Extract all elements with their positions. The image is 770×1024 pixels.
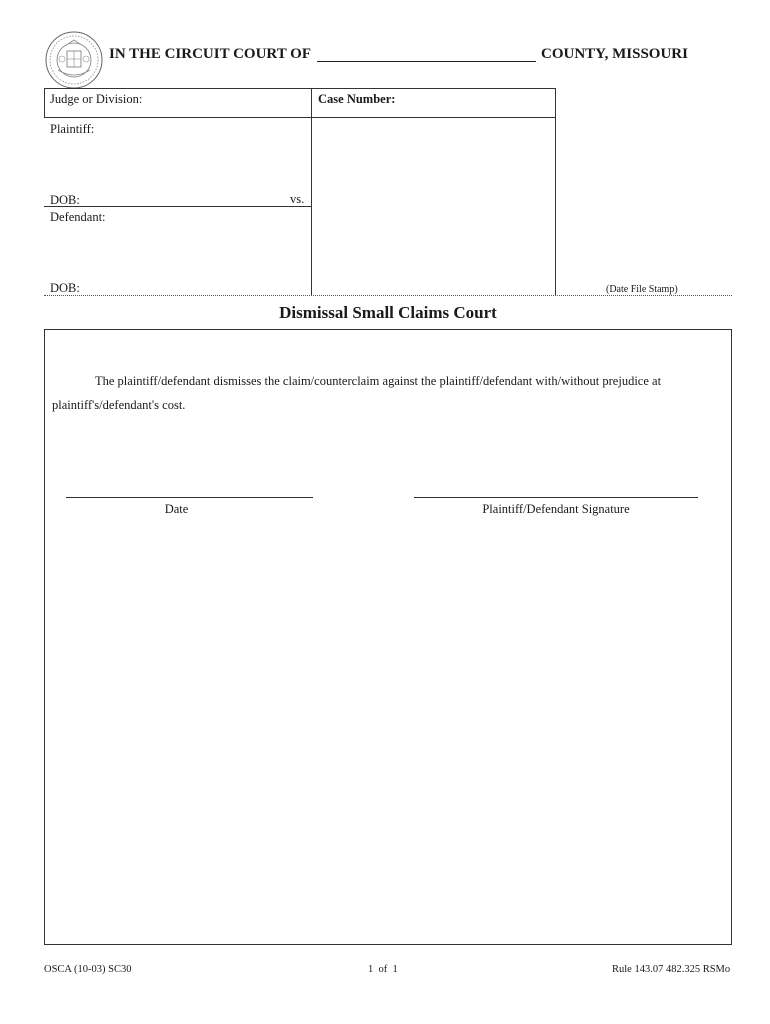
page-total: 1: [392, 964, 398, 975]
case-number-label: Case Number:: [318, 92, 396, 106]
defendant-label: Defendant:: [50, 210, 106, 224]
caption-row-divider: [44, 117, 555, 118]
state-seal-icon: [44, 30, 104, 90]
caption-right-border: [555, 88, 556, 296]
date-caption: Date: [164, 502, 189, 516]
caption-bottom-line: [44, 295, 732, 296]
court-header-suffix: COUNTY, MISSOURI: [541, 46, 688, 62]
signature-line[interactable]: [414, 497, 698, 498]
plaintiff-defendant-divider: [44, 206, 311, 207]
dismissal-form-box: [44, 329, 732, 945]
page-of: of: [378, 964, 388, 975]
versus-label: vs.: [290, 192, 305, 206]
plaintiff-dob-label: DOB:: [50, 193, 80, 207]
date-file-stamp-label: (Date File Stamp): [606, 284, 678, 295]
caption-left-border: [44, 88, 45, 117]
form-id: OSCA (10-03) SC30: [44, 964, 132, 975]
county-name-blank[interactable]: [317, 61, 536, 62]
caption-top-border: [44, 88, 555, 89]
rule-reference: Rule 143.07 482.325 RSMo: [612, 964, 731, 975]
defendant-dob-label: DOB:: [50, 281, 80, 295]
page-number: 1: [368, 964, 374, 975]
judge-division-label: Judge or Division:: [50, 92, 143, 106]
caption-center-divider: [311, 88, 312, 296]
page-indicator: [368, 964, 398, 975]
date-signature-line[interactable]: [66, 497, 313, 498]
court-header-prefix: IN THE CIRCUIT COURT OF: [109, 46, 312, 62]
dismissal-statement-line-1: The plaintiff/defendant dismisses the claim/counterclaim against the plaintiff/defendant with/without prejudice at: [95, 374, 662, 388]
signature-caption: Plaintiff/Defendant Signature: [482, 502, 630, 516]
dismissal-statement-line-2: plaintiff's/defendant's cost.: [52, 398, 186, 412]
plaintiff-label: Plaintiff:: [50, 122, 95, 136]
form-title: Dismissal Small Claims Court: [279, 303, 497, 322]
